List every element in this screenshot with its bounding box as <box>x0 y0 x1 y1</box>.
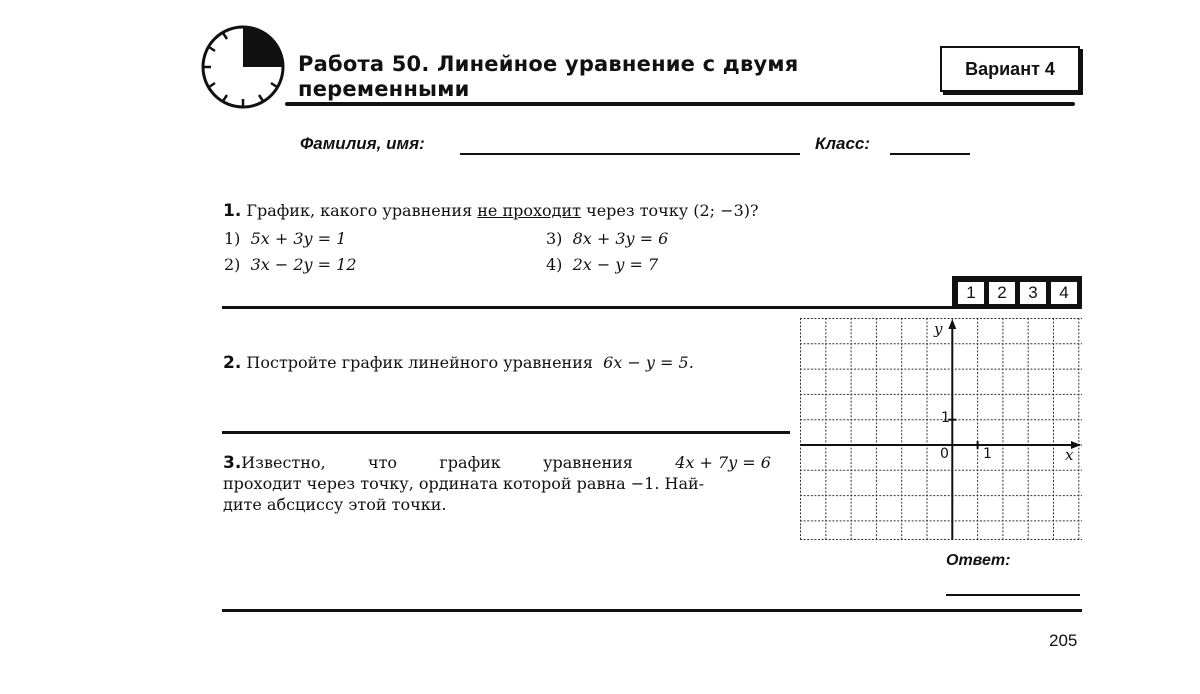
clock-icon <box>200 22 290 112</box>
x-axis-label: x <box>1065 446 1074 464</box>
option-3-number: 3) <box>546 229 563 248</box>
option-1-equation: 5x + 3y = 1 <box>250 229 347 248</box>
origin-label: 0 <box>940 446 949 462</box>
y-axis-label: y <box>934 320 943 338</box>
answer-box-1[interactable]: 1 <box>956 280 986 306</box>
separator-2 <box>222 431 790 434</box>
question-1-text-underlined: не проходит <box>477 201 582 220</box>
option-4-equation: 2x − y = 7 <box>572 255 659 274</box>
separator-1 <box>222 306 1082 309</box>
answer-label: Ответ: <box>946 552 1011 569</box>
question-1-number: 1. <box>223 201 242 221</box>
unit-y-label: 1 <box>941 410 950 426</box>
answer-box-4[interactable]: 4 <box>1049 280 1079 306</box>
option-4 <box>546 255 658 274</box>
answer-box-2[interactable]: 2 <box>987 280 1017 306</box>
class-field[interactable] <box>890 153 970 155</box>
question-3-line-3: дите абсциссу этой точки. <box>223 495 447 514</box>
option-4-number: 4) <box>546 255 563 274</box>
option-1 <box>224 229 346 248</box>
header-rule <box>285 102 1075 106</box>
title-line-2: переменными <box>298 77 470 101</box>
question-3-line-2: проходит через точку, ордината которой равна −1. Най- <box>223 474 705 493</box>
option-3 <box>546 229 668 248</box>
q3-word-2: что <box>368 453 398 472</box>
option-2-equation: 3x − 2y = 12 <box>250 255 357 274</box>
title-line-1: Работа 50. Линейное уравнение с двумя <box>298 52 799 76</box>
question-2-equation: 6x − y = 5. <box>603 353 694 372</box>
question-2 <box>223 350 694 376</box>
unit-x-label: 1 <box>983 446 992 462</box>
answer-box-3[interactable]: 3 <box>1018 280 1048 306</box>
q3-word-3: график <box>439 453 501 472</box>
y-axis-arrow-icon <box>948 319 956 329</box>
question-1-text-a: График, какого уравнения <box>246 201 473 220</box>
q3-word-4: уравнения <box>543 453 633 472</box>
class-label: Класс: <box>815 134 871 153</box>
option-3-equation: 8x + 3y = 6 <box>572 229 669 248</box>
question-1-text-b: через точку (2; −3)? <box>586 201 759 220</box>
option-2 <box>224 255 357 274</box>
name-label: Фамилия, имя: <box>300 134 425 153</box>
question-2-number: 2. <box>223 353 242 373</box>
separator-3 <box>222 609 1082 612</box>
worksheet-title <box>298 52 798 102</box>
option-1-number: 1) <box>224 229 241 248</box>
page-number: 205 <box>1049 631 1078 650</box>
question-1 <box>223 198 759 224</box>
question-3-number: 3. <box>223 453 242 473</box>
name-field[interactable] <box>460 153 800 155</box>
q3-equation: 4x + 7y = 6 <box>675 453 771 472</box>
answer-field[interactable] <box>946 594 1080 596</box>
question-2-text: Постройте график линейного уравнения <box>246 353 593 372</box>
variant-badge: Вариант 4 <box>940 46 1080 92</box>
coordinate-grid[interactable] <box>800 318 1082 540</box>
option-2-number: 2) <box>224 255 241 274</box>
q3-word-1: Известно, <box>241 453 326 472</box>
